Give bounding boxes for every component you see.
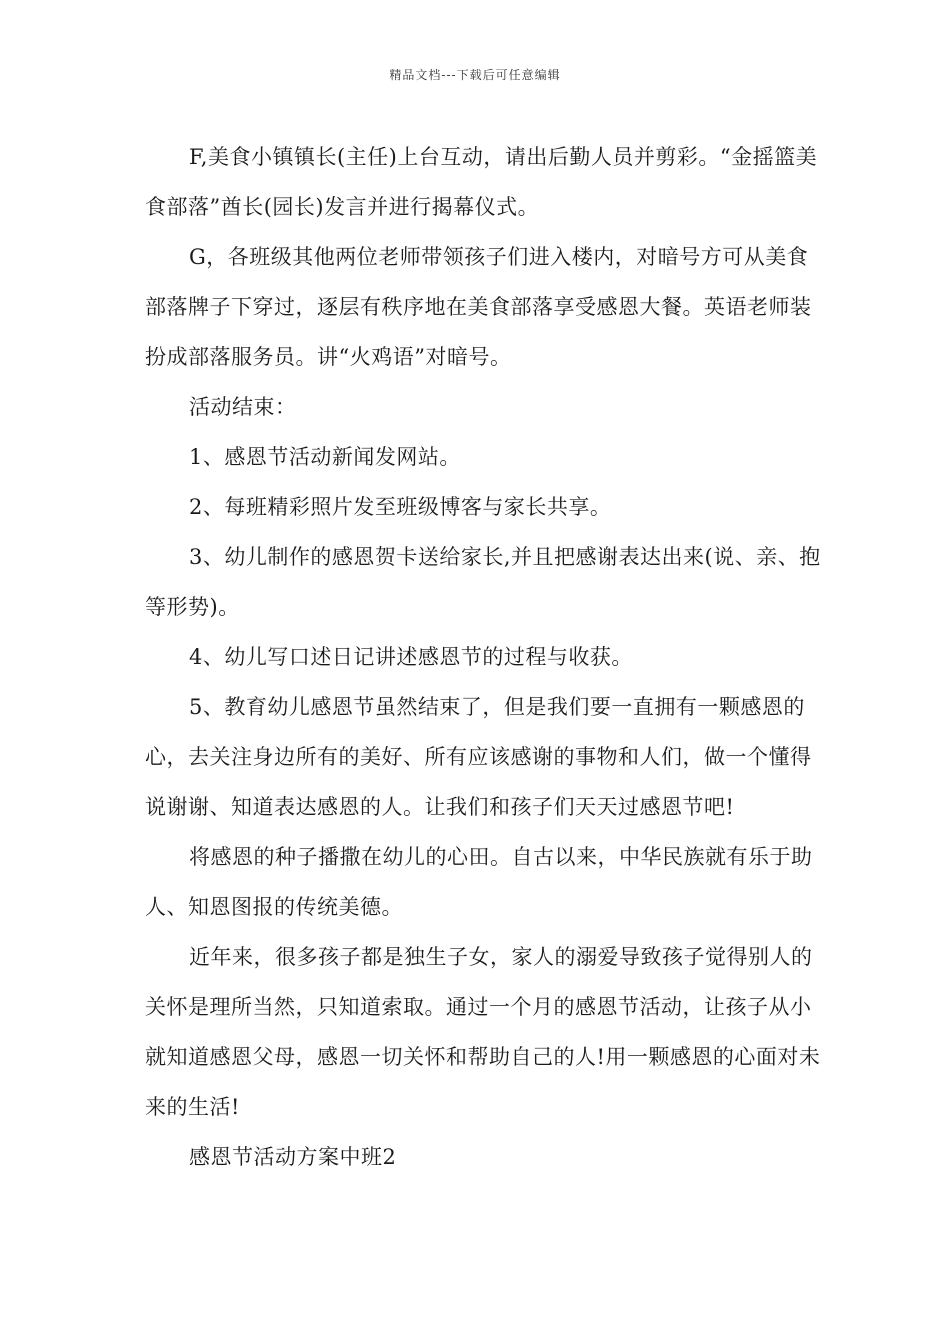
section-title: 感恩节活动方案中班2 [189,1145,397,1169]
list-item-4: 4、幼儿写口述日记讲述感恩节的过程与收获。 [189,645,633,669]
list-item-2: 2、每班精彩照片发至班级博客与家长共享。 [189,495,612,519]
paragraph-seeds-of-gratitude: 将感恩的种子播撒在幼儿的心田。自古以来，中华民族就有乐于助人、知恩图报的传统美德。 [145,845,813,919]
document-body [145,132,825,1182]
list-item-3: 3、幼儿制作的感恩贺卡送给家长,并且把感谢表达出来(说、亲、抱等形势)。 [145,545,821,619]
page-header: 精品文档---下载后可任意编辑 [389,68,561,82]
paragraph-enter-building: G，各班级其他两位老师带领孩子们进入楼内，对暗号方可从美食部落牌子下穿过，逐层有秩序地在美食部落享受感恩大餐。英语老师装扮成部落服务员。讲“火鸡语”对暗号。 [145,245,812,369]
list-item-5: 5、教育幼儿感恩节虽然结束了，但是我们要一直拥有一颗感恩的心，去关注身边所有的美好、所有应该感谢的事物和人们，做一个懂得说谢谢、知道表达感恩的人。让我们和孩子们天天过感恩节吧! [145,695,812,819]
paragraph-ribbon-cutting: F,美食小镇镇长(主任)上台互动，请出后勤人员并剪彩。“金摇篮美食部落”酋长(园长)发言并进行揭幕仪式。 [145,145,818,219]
paragraph-activity-end-heading: 活动结束： [189,395,297,419]
list-item-1: 1、感恩节活动新闻发网站。 [189,445,461,469]
paragraph-recent-years: 近年来，很多孩子都是独生子女，家人的溺爱导致孩子觉得别人的关怀是理所当然，只知道索取。通过一个月的感恩节活动，让孩子从小就知道感恩父母，感恩一切关怀和帮助自己的人!用一颗感恩的心面对未来的生活! [145,945,821,1119]
